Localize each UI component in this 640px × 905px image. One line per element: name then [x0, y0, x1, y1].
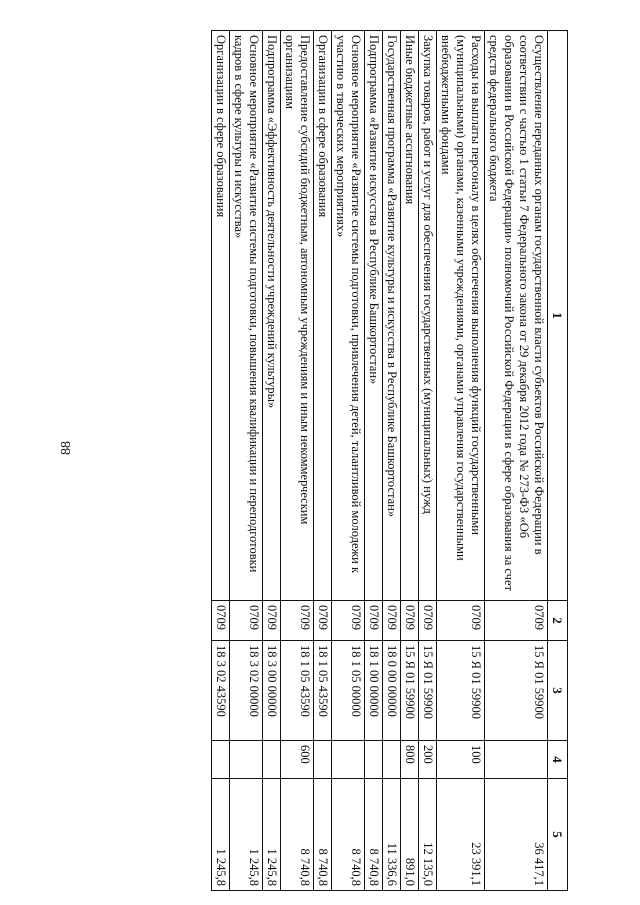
row-section: 0709: [314, 601, 332, 641]
row-name: Организации в сфере образования: [314, 31, 332, 601]
table-row: [383, 31, 401, 891]
row-section: 0709: [281, 601, 314, 641]
column-header: 2: [548, 601, 568, 641]
row-type: [365, 741, 383, 779]
row-target: 18 1 05 43590: [281, 641, 314, 741]
row-target: 15 Я 01 59900: [437, 641, 485, 741]
row-section: 0709: [419, 601, 437, 641]
row-type: 100: [437, 741, 485, 779]
table-row: [263, 31, 281, 891]
row-type: [212, 741, 230, 779]
row-amount: 36 417,1: [485, 779, 548, 891]
row-type: [485, 741, 548, 779]
row-amount: 8 740,8: [365, 779, 383, 891]
row-section: 0709: [365, 601, 383, 641]
row-name: Подпрограмма «Эффективность деятельности учреждений культуры»: [263, 31, 281, 601]
row-target: 18 3 02 00000: [230, 641, 263, 741]
row-section: 0709: [263, 601, 281, 641]
column-header: 1: [548, 31, 568, 601]
row-name: Иные бюджетные ассигнования: [401, 31, 419, 601]
row-section: 0709: [437, 601, 485, 641]
row-section: 0709: [485, 601, 548, 641]
row-target: 15 Я 01 59900: [419, 641, 437, 741]
row-type: [332, 741, 365, 779]
row-target: 18 0 00 00000: [383, 641, 401, 741]
row-name: Осуществление переданных органам государственной власти субъектов Российской Федерации в соответствии с частью 1 статьи 7 Федерального закона от 29 декабря 2012 года № 273-ФЗ «Об образовании в Российской Федерации» полномочий Российской Федерации в сфере образования за счет средств федерального бюджета: [485, 31, 548, 601]
row-section: 0709: [332, 601, 365, 641]
row-amount: 8 740,8: [332, 779, 365, 891]
row-amount: 1 245,8: [263, 779, 281, 891]
row-amount: 1 245,8: [212, 779, 230, 891]
column-header: 3: [548, 641, 568, 741]
row-target: 15 Я 01 59900: [485, 641, 548, 741]
row-target: 18 1 05 00000: [332, 641, 365, 741]
table-row: [212, 31, 230, 891]
row-amount: 11 336,6: [383, 779, 401, 891]
table-row: [281, 31, 314, 891]
row-name: Основное мероприятие «Развитие системы подготовки, привлечения детей, талантливой молодежи к участию в творческих мероприятиях»: [332, 31, 365, 601]
row-type: [314, 741, 332, 779]
row-amount: 891,0: [401, 779, 419, 891]
header-row: [548, 31, 568, 891]
budget-table: [211, 30, 568, 891]
row-amount: 12 135,0: [419, 779, 437, 891]
column-header: 4: [548, 741, 568, 779]
row-name: Основное мероприятие «Развитие системы подготовки, повышения квалификации и переподготовки кадров в сфере культуры и искусства»: [230, 31, 263, 601]
row-name: Закупка товаров, работ и услуг для обеспечения государственных (муниципальных) нужд: [419, 31, 437, 601]
row-target: 18 3 00 00000: [263, 641, 281, 741]
table-row: [230, 31, 263, 891]
row-type: 800: [401, 741, 419, 779]
row-type: [383, 741, 401, 779]
row-name: Подпрограмма «Развитие искусства в Республике Башкортостан»: [365, 31, 383, 601]
row-target: 15 Я 01 59900: [401, 641, 419, 741]
row-name: Организации в сфере образования: [212, 31, 230, 601]
row-target: 18 1 00 00000: [365, 641, 383, 741]
budget-table-container: [68, 30, 568, 890]
row-section: 0709: [212, 601, 230, 641]
page-number: 88: [59, 441, 74, 455]
row-type: 600: [281, 741, 314, 779]
table-row: [485, 31, 548, 891]
row-amount: 8 740,8: [314, 779, 332, 891]
table-row: [365, 31, 383, 891]
row-amount: 23 391,1: [437, 779, 485, 891]
row-amount: 8 740,8: [281, 779, 314, 891]
row-name: Государственная программа «Развитие культуры и искусства в Республике Башкортостан»: [383, 31, 401, 601]
table-row: [332, 31, 365, 891]
row-type: [230, 741, 263, 779]
row-section: 0709: [401, 601, 419, 641]
table-row: [437, 31, 485, 891]
row-amount: 1 245,8: [230, 779, 263, 891]
row-section: 0709: [230, 601, 263, 641]
row-type: 200: [419, 741, 437, 779]
row-name: Расходы на выплаты персоналу в целях обеспечения выполнения функций государственными (муниципальными) органами, казенными учреждениями, органами управления государственными внебюджетными фондами: [437, 31, 485, 601]
table-row: [419, 31, 437, 891]
row-name: Предоставление субсидий бюджетным, автономным учреждениям и иным некоммерческим организациям: [281, 31, 314, 601]
table-row: [401, 31, 419, 891]
row-target: 18 3 02 43590: [212, 641, 230, 741]
row-section: 0709: [383, 601, 401, 641]
row-type: [263, 741, 281, 779]
row-target: 18 1 05 43590: [314, 641, 332, 741]
column-header: 5: [548, 779, 568, 891]
table-row: [314, 31, 332, 891]
